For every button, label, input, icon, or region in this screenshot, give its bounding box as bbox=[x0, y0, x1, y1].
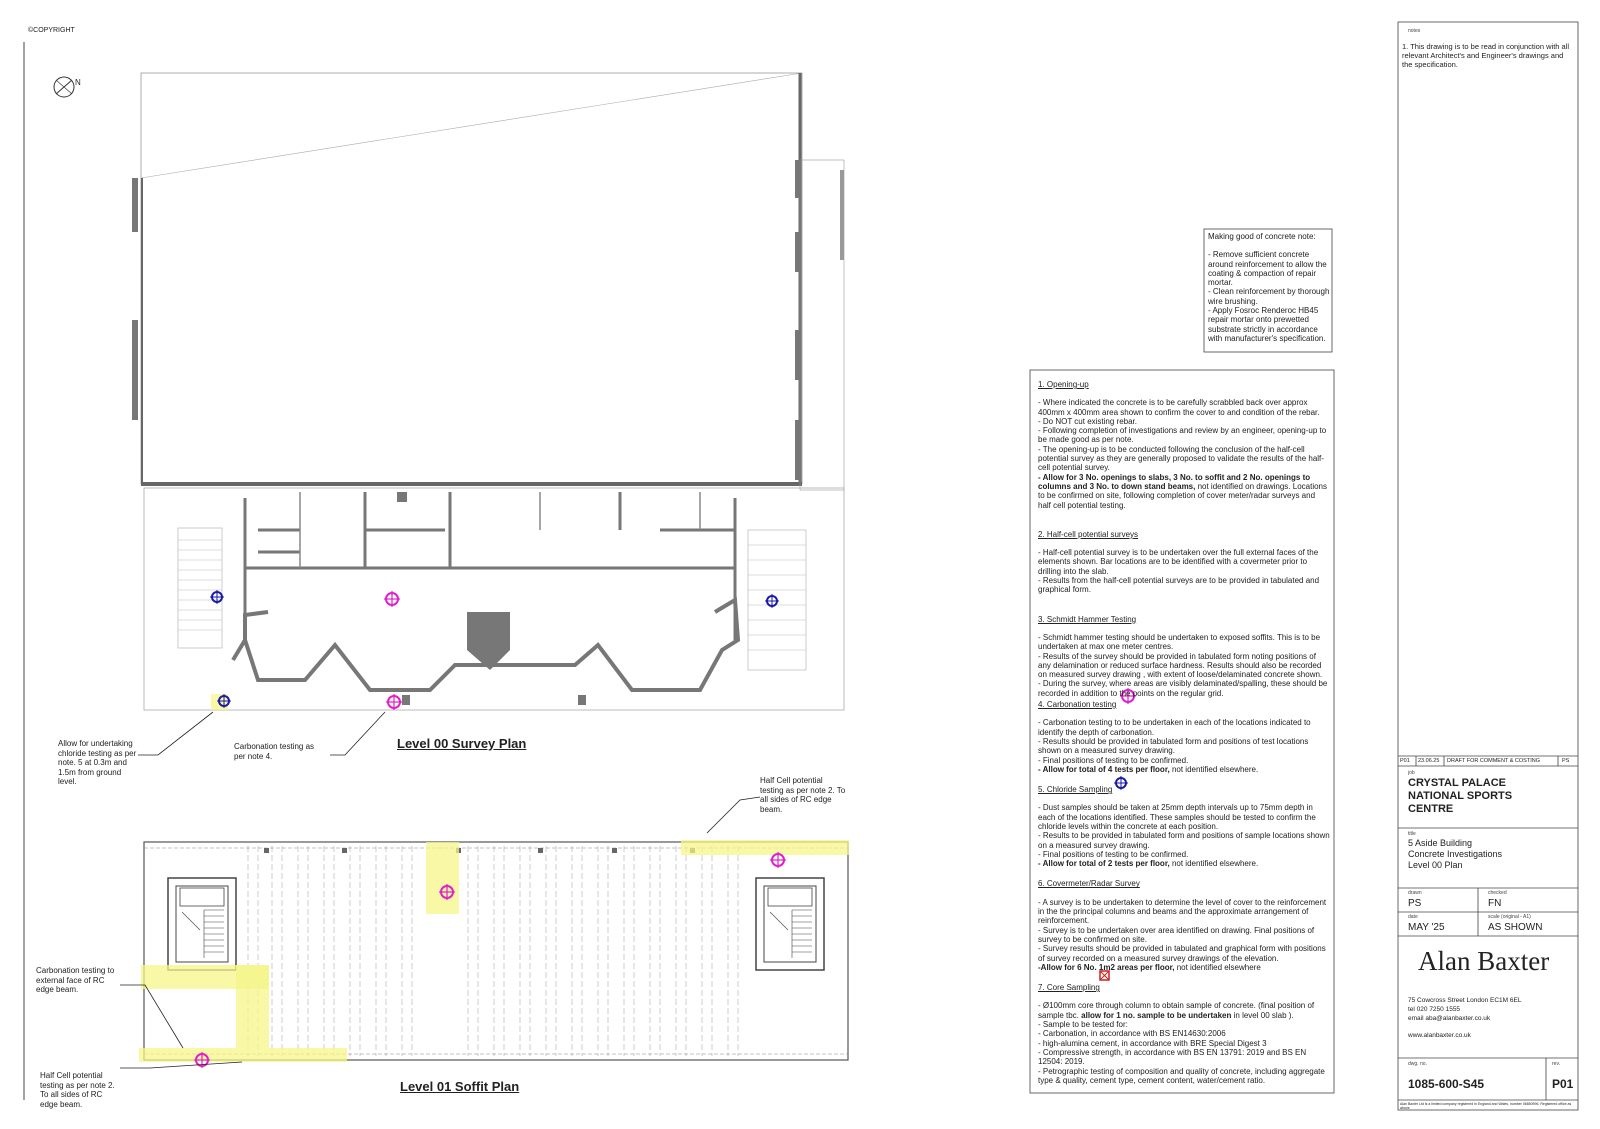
drawing-title-line: 5 Aside Building bbox=[1408, 838, 1473, 848]
checked-value: FN bbox=[1488, 898, 1502, 909]
halfcell-callout-top: Half Cell potential testing as per note 2. To all sides of RC edge beam. bbox=[760, 776, 846, 814]
making-good-line: - Clean reinforcement by thorough wire brushing. bbox=[1208, 287, 1330, 306]
revision-description: DRAFT FOR COMMENT & COSTING bbox=[1447, 758, 1540, 764]
note-line: - Survey results should be provided in tabulated and graphical form with positions of survey recorded on a measured survey drawings of the elevation. bbox=[1038, 944, 1326, 963]
note-allowance: -Allow for 6 No. 1m2 areas per floor, bbox=[1038, 962, 1175, 972]
note-allowance: - Allow for 3 No. openings to slabs, 3 No. to soffit and 2 No. openings to columns and 3 No. to down stand beams, bbox=[1038, 472, 1311, 491]
note-line: - high-alumina cement, in accordance with BRE Special Digest 3 bbox=[1038, 1038, 1267, 1048]
note-line: - Carbonation, in accordance with BS EN14630:2006 bbox=[1038, 1029, 1226, 1039]
note-line: - The opening-up is to be conducted following the conclusion of the half-cell potential survey as they are generally proposed to validate the results of the half-cell potential survey. bbox=[1038, 444, 1324, 473]
revision-rev: P01 bbox=[1400, 758, 1410, 764]
firm-address: 75 Cowcross Street London EC1M 6EL bbox=[1408, 997, 1522, 1004]
note-line: - Results should be provided in tabulated form and positions of test locations shown on a measured survey drawing. bbox=[1038, 736, 1309, 756]
level00-plan-title: Level 00 Survey Plan bbox=[397, 736, 527, 751]
drawing-title-line: Level 00 Plan bbox=[1408, 860, 1463, 870]
scale-value: AS SHOWN bbox=[1488, 922, 1543, 933]
company-footer: Alan Baxter Ltd is a limited company registered in England and Wales, number 06650996. Registered office as above. bbox=[1400, 1102, 1572, 1110]
scale-label: scale (original - A1) bbox=[1488, 914, 1531, 920]
note-line: - Half-cell potential survey is to be undertaken over the full external faces of the elements shown. Bar locations are to be identified with a covermeter prior to drilling into the slab. bbox=[1038, 548, 1319, 576]
dwg-label: dwg. no. bbox=[1408, 1061, 1427, 1067]
firm-logo: Alan Baxter bbox=[1418, 946, 1550, 976]
half-cell-marker-icon bbox=[194, 591, 1136, 1068]
halfcell-callout-bottom: Half Cell potential testing as per note 2. To all sides of RC edge beam. bbox=[40, 1071, 115, 1109]
note-line bbox=[1038, 473, 1330, 510]
note-line: - Final positions of testing to be confirmed. bbox=[1038, 849, 1189, 859]
note-line: - A survey is to be undertaken to determine the level of cover to the reinforcement in the the principal columns and beams and the approximate arrangement of reinforcement. bbox=[1038, 897, 1327, 926]
note-line: - Petrographic testing of composition and quality of concrete, including aggregate type & quality, cement type, cement content, water/cement ratio. bbox=[1038, 1066, 1325, 1085]
note-line bbox=[1038, 1001, 1330, 1020]
note-line-tail: not identified elsewhere bbox=[1174, 962, 1261, 972]
note-line: - Survey is to be undertaken over area identified on drawing. Final positions of survey to be confirmed on site. bbox=[1038, 925, 1315, 944]
note-heading-opening-up: 1. Opening-up bbox=[1038, 380, 1089, 389]
job-label: job bbox=[1408, 770, 1415, 776]
note-line: - Dust samples should be taken at 25mm depth intervals up to 75mm depth in each of the locations identified. These samples should be tested to confirm the chloride levels within the concrete at each position. bbox=[1038, 803, 1316, 831]
note-line-tail: not identified on drawings. Locations to be confirmed on site, following completion of cover meter/radar surveys and half cell potential testing. bbox=[1038, 481, 1327, 510]
note-line: - Schmidt hammer testing should be undertaken to exposed soffits. This is to be undertaken at max one meter centres. bbox=[1038, 632, 1321, 652]
firm-tel: tel 020 7250 1555 bbox=[1408, 1006, 1461, 1013]
drawing-number: 1085-600-S45 bbox=[1408, 1077, 1485, 1091]
note-line-tail: not identified elsewhere. bbox=[1169, 764, 1259, 774]
note-line: - Results of the survey should be provided in tabulated form noting positions of any delamination or reduced surface hardness. Results should also be recorded on measured survey drawing , with extent of loose/delaminated concrete shown. bbox=[1038, 651, 1323, 680]
note-line: - During the survey, where areas are visibly delaminated/spalling, these should be recorded in addition to the points on the regular grid. bbox=[1038, 679, 1328, 698]
note-heading-half-cell: 2. Half-cell potential surveys bbox=[1038, 529, 1139, 539]
note-heading-chloride: 5. Chloride Sampling bbox=[1038, 785, 1113, 795]
drawing-title-line: Concrete Investigations bbox=[1408, 849, 1503, 859]
title-label: title bbox=[1408, 831, 1416, 837]
job-title: CRYSTAL PALACE NATIONAL SPORTS CENTRE bbox=[1408, 777, 1513, 815]
revision-number: P01 bbox=[1552, 1077, 1574, 1091]
revision-date: 23.06.25 bbox=[1418, 758, 1440, 764]
note-line bbox=[1038, 765, 1330, 774]
firm-web: www.alanbaxter.co.uk bbox=[1408, 1032, 1471, 1039]
specification-notes bbox=[1038, 378, 1330, 1085]
note-line-tail: in level 00 slab ). bbox=[1231, 1010, 1294, 1020]
note-allowance: allow for 1 no. sample to be undertaken bbox=[1081, 1010, 1232, 1020]
firm-contact bbox=[1408, 996, 1521, 1040]
carbonation-callout: Carbonation testing as per note 4. bbox=[234, 742, 315, 761]
carbonation-edge-callout: Carbonation testing to external face of RC edge beam. bbox=[36, 966, 115, 994]
note-line: - Compressive strength, in accordance with BS EN 13791: 2019 and BS EN 12504: 2019. bbox=[1038, 1047, 1307, 1067]
note-heading-core-sampling: 7. Core Sampling bbox=[1038, 983, 1100, 993]
titleblock-note: 1. This drawing is to be read in conjunction with all relevant Architect's and Engineer's drawings and the specification. bbox=[1402, 42, 1570, 69]
checked-label: checked bbox=[1488, 890, 1507, 896]
note-line: - Results to be provided in tabulated form and positions of sample locations shown on a measured survey drawing. bbox=[1038, 831, 1330, 850]
date-label: date bbox=[1408, 914, 1418, 920]
drawn-label: drawn bbox=[1408, 890, 1422, 896]
note-heading-carbonation: 4. Carbonation testing bbox=[1038, 700, 1117, 710]
firm-email: email aba@alanbaxter.co.uk bbox=[1408, 1015, 1491, 1022]
north-arrow-icon bbox=[54, 77, 74, 97]
drawing-title bbox=[1408, 838, 1502, 871]
note-line-head: - Ø100mm core through column to obtain sample of concrete. (final position of sample tbc. bbox=[1038, 1001, 1315, 1020]
note-line: - Carbonation testing to to be undertaken in each of the locations indicated to identify the depth of carbonation. bbox=[1038, 718, 1311, 737]
chloride-callout: Allow for undertaking chloride testing as per note. 5 at 0.3m and 1.5m from ground level. bbox=[58, 739, 137, 786]
note-heading-covermeter: 6. Covermeter/Radar Survey bbox=[1038, 879, 1140, 889]
note-allowance: - Allow for total of 2 tests per floor, bbox=[1038, 859, 1170, 869]
making-good-note bbox=[1208, 232, 1330, 343]
notes-label: notes bbox=[1408, 28, 1421, 34]
note-line-tail: not identified elsewhere. bbox=[1169, 859, 1259, 869]
note-heading-schmidt-hammer: 3. Schmidt Hammer Testing bbox=[1038, 614, 1137, 624]
revision-by: PS bbox=[1562, 758, 1570, 764]
note-line: - Final positions of testing to be confirmed. bbox=[1038, 755, 1189, 765]
level01-plan-title: Level 01 Soffit Plan bbox=[400, 1079, 520, 1094]
rev-label: rev. bbox=[1552, 1061, 1560, 1067]
note-line: - Following completion of investigations and review by an engineer, opening-up to be made good as per note. bbox=[1038, 426, 1327, 445]
copyright-label: ©COPYRIGHT bbox=[28, 27, 75, 34]
note-line bbox=[1038, 963, 1330, 972]
date-value: MAY '25 bbox=[1408, 922, 1445, 933]
note-line: - Do NOT cut existing rebar. bbox=[1038, 416, 1137, 426]
note-line: - Sample to be tested for: bbox=[1038, 1020, 1128, 1030]
drawn-value: PS bbox=[1408, 898, 1422, 909]
note-line: - Where indicated the concrete is to be carefully scrabbled back over approx 400mm x 400mm area shown to confirm the cover to and condition of the rebar. bbox=[1038, 398, 1320, 417]
note-line bbox=[1038, 859, 1330, 868]
making-good-title: Making good of concrete note: bbox=[1208, 232, 1316, 241]
note-allowance: - Allow for total of 4 tests per floor, bbox=[1038, 764, 1170, 774]
note-line: - Results from the half-cell potential surveys are to be provided in tabulated and graphical form. bbox=[1038, 576, 1320, 595]
north-label: N bbox=[75, 78, 81, 87]
level00-plan bbox=[132, 73, 844, 710]
making-good-line: - Remove sufficient concrete around reinforcement to allow the coating & compaction of repair mortar. bbox=[1208, 250, 1327, 288]
making-good-line: - Apply Fosroc Renderoc HB45 repair mortar onto prewetted substrate strictly in accordance with manufacturer's specification. bbox=[1208, 306, 1326, 343]
